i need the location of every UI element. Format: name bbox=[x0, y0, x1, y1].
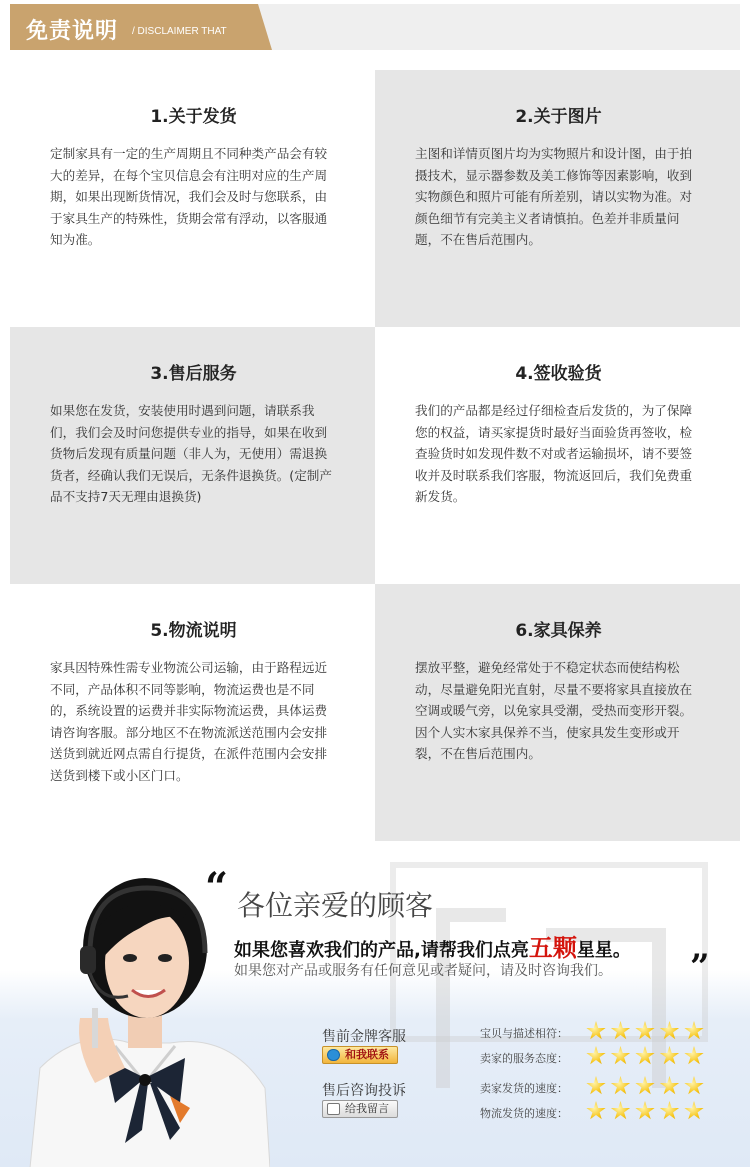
star-request-line: 如果您喜欢我们的产品,请帮我们点亮五颗星星。 bbox=[234, 934, 631, 962]
disclaimer-grid bbox=[10, 70, 740, 840]
star-icon bbox=[684, 1021, 704, 1041]
card-title: 1.关于发货 bbox=[150, 107, 237, 127]
card-maintenance bbox=[375, 584, 740, 841]
rating-row bbox=[480, 1101, 720, 1125]
star-icon bbox=[684, 1046, 704, 1066]
star-icon bbox=[586, 1021, 606, 1041]
card-after-sales bbox=[10, 327, 375, 584]
card-inspection bbox=[375, 327, 740, 584]
star-icon bbox=[611, 1101, 631, 1121]
card-text: 定制家具有一定的生产周期且不同种类产品会有较大的差异，在每个宝贝信息会有注明对应的生产周期，如果出现断货情况，我们会及时与您联系，由于家具生产的特殊性，货期会常有浮动，以客服通知为准。 bbox=[50, 146, 328, 248]
star-icon bbox=[611, 1046, 631, 1066]
card-images bbox=[375, 70, 740, 327]
card-logistics bbox=[10, 584, 375, 841]
greeting-heading: 各位亲爱的顾客 bbox=[237, 889, 434, 922]
star-icon bbox=[586, 1046, 606, 1066]
star-icon bbox=[635, 1046, 655, 1066]
star-icon bbox=[660, 1046, 680, 1066]
card-title: 4.签收验货 bbox=[515, 364, 602, 384]
star-icon bbox=[684, 1101, 704, 1121]
star-icon bbox=[635, 1076, 655, 1096]
rating-label: 卖家的服务态度： bbox=[480, 1052, 568, 1065]
open-quote-icon: “ bbox=[205, 864, 229, 911]
aftersale-service-label: 售后咨询投诉 bbox=[322, 1083, 406, 1099]
card-title: 6.家具保养 bbox=[515, 621, 602, 641]
rating-label: 宝贝与描述相符： bbox=[480, 1027, 568, 1040]
card-shipping bbox=[10, 70, 375, 327]
rating-row bbox=[480, 1076, 720, 1100]
rating-stars bbox=[586, 1021, 709, 1045]
card-text: 主图和详情页图片均为实物照片和设计图，由于拍摄技术，显示器参数及美工修饰等因素影响，收到实物颜色和照片可能有所差别，请以实物为准。对颜色细节有完美主义者请慎拍。色差并非质量问题，不在售后范围内。 bbox=[415, 146, 693, 248]
star-icon bbox=[660, 1076, 680, 1096]
rating-row bbox=[480, 1021, 720, 1045]
star-icon bbox=[586, 1076, 606, 1096]
star-icon bbox=[660, 1021, 680, 1041]
card-title: 3.售后服务 bbox=[150, 364, 237, 384]
rating-stars bbox=[586, 1101, 709, 1125]
presale-service-label: 售前金牌客服 bbox=[322, 1029, 406, 1045]
card-text: 摆放平整，避免经常处于不稳定状态而使结构松动，尽量避免阳光直射，尽量不要将家具直接放在空调或暖气旁，以免家具受潮，受热而变形开裂。因个人实木家具保养不当，使家具发生变形或开裂，不在售后范围内。 bbox=[415, 660, 693, 762]
card-title: 5.物流说明 bbox=[150, 621, 237, 641]
star-icon bbox=[684, 1076, 704, 1096]
customer-service-banner bbox=[0, 850, 750, 1167]
star-icon bbox=[611, 1076, 631, 1096]
customer-service-agent-illustration bbox=[20, 864, 270, 1167]
star-icon bbox=[635, 1021, 655, 1041]
rating-stars bbox=[586, 1076, 709, 1100]
contact-me-button[interactable]: 和我联系 bbox=[322, 1046, 398, 1064]
section-subtitle: / DISCLAIMER THAT bbox=[132, 26, 227, 37]
rating-row bbox=[480, 1046, 720, 1070]
rating-label: 卖家发货的速度： bbox=[480, 1082, 568, 1095]
card-title: 2.关于图片 bbox=[515, 107, 602, 127]
leave-message-button[interactable]: 给我留言 bbox=[322, 1100, 398, 1118]
card-text: 家具因特殊性需专业物流公司运输，由于路程远近不同，产品体积不同等影响，物流运费也是不同的，系统设置的运费并非实际物流运费，具体运费请咨询客服。部分地区不在物流派送范围内会安排送货到就近网点需自行提货，在派件范围内会安排送货到楼下或小区门口。 bbox=[50, 660, 328, 783]
rating-stars bbox=[586, 1046, 709, 1070]
section-header bbox=[10, 4, 740, 50]
rating-label: 物流发货的速度： bbox=[480, 1107, 568, 1120]
chat-icon bbox=[327, 1049, 340, 1061]
card-text: 如果您在发货，安装使用时遇到问题，请联系我们，我们会及时问您提供专业的指导，如果在收到货物后发现有质量问题（非人为，无使用）需退换货者，经确认我们无误后，无条件退换货。(定制产品不支持7天无理由退换货) bbox=[50, 403, 332, 505]
five-stars-highlight: 五颗 bbox=[528, 934, 577, 962]
star-icon bbox=[660, 1101, 680, 1121]
message-icon bbox=[327, 1103, 340, 1115]
section-title: 免责说明 bbox=[26, 19, 119, 44]
star-icon bbox=[611, 1021, 631, 1041]
close-quote-icon: ” bbox=[690, 947, 710, 987]
star-icon bbox=[586, 1101, 606, 1121]
star-icon bbox=[635, 1101, 655, 1121]
contact-prompt: 如果您对产品或服务有任何意见或者疑问，请及时咨询我们。 bbox=[234, 963, 612, 979]
card-text: 我们的产品都是经过仔细检查后发货的，为了保障您的权益，请买家提货时最好当面验货再签收，检查验货时如发现件数不对或者运输损坏，请不要签收并及时联系我们客服，物流返回后，我们免费重新发货。 bbox=[415, 403, 693, 505]
